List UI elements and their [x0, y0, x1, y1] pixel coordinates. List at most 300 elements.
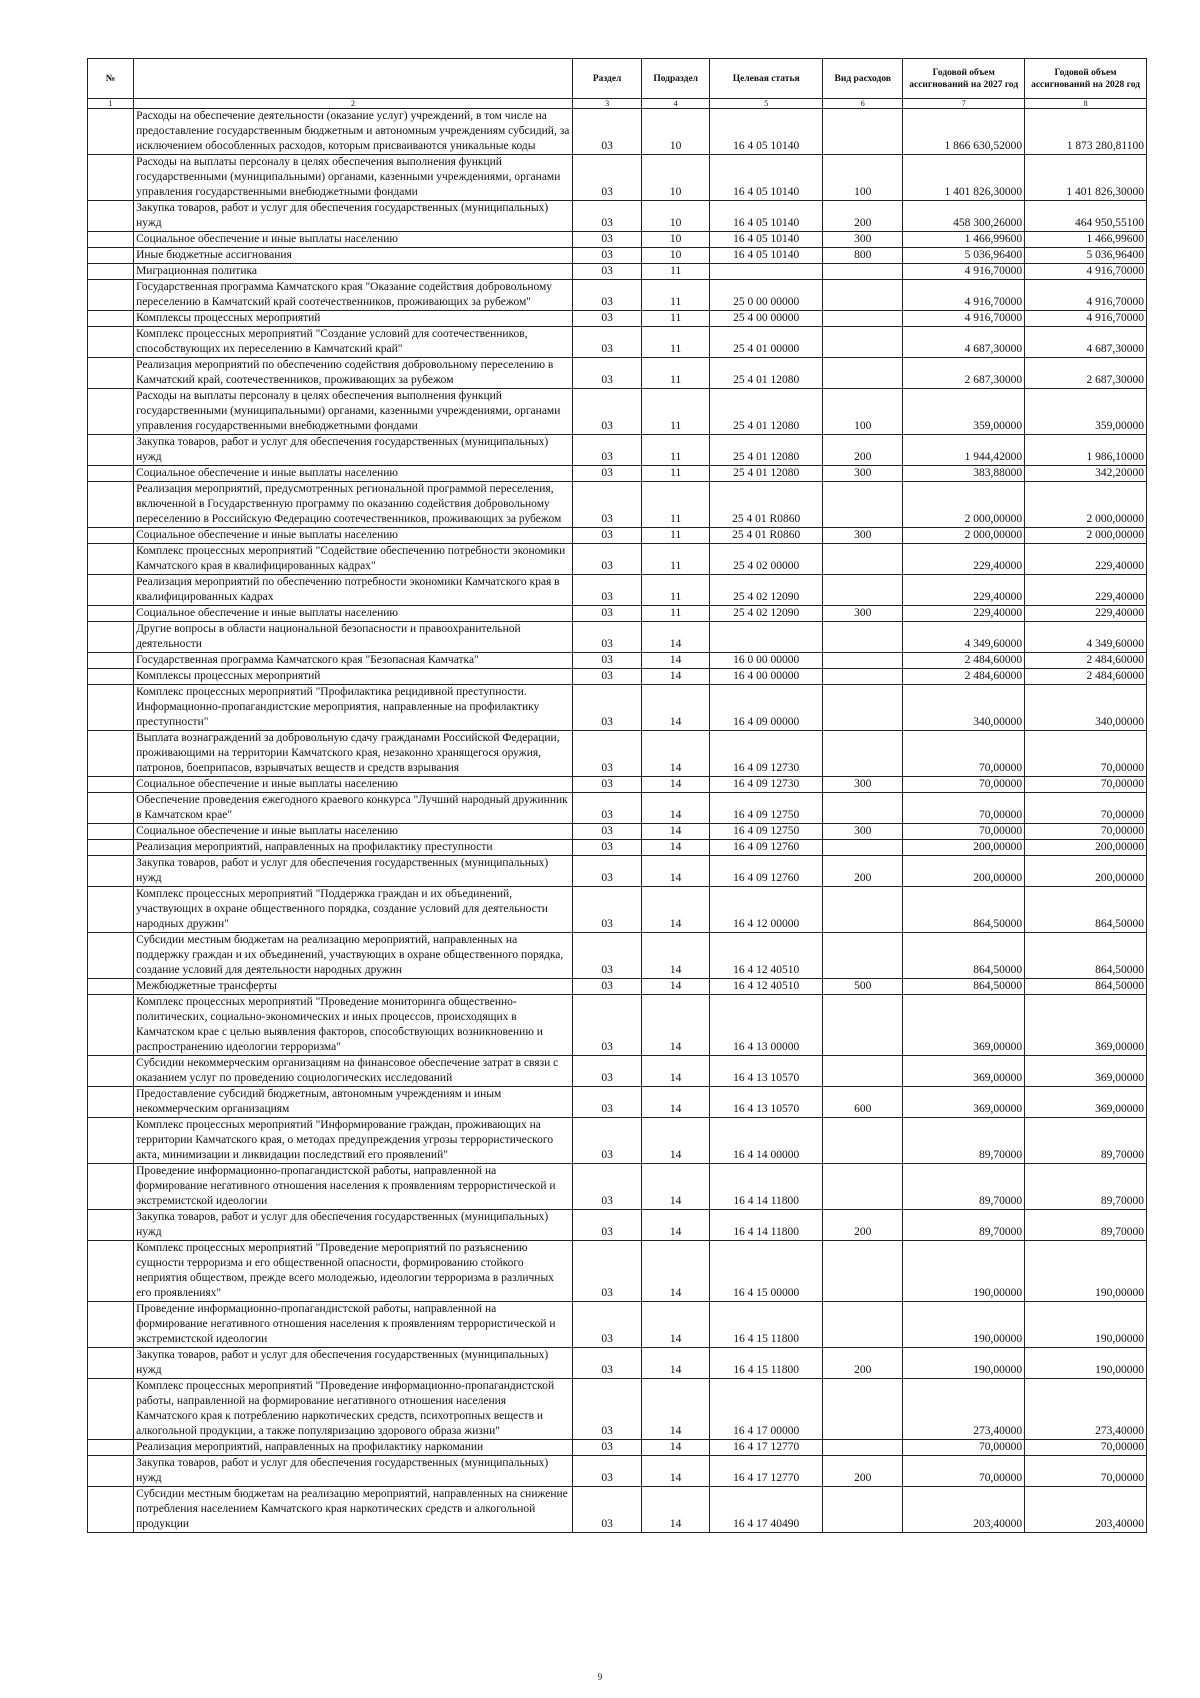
- row-number-cell: [88, 669, 134, 685]
- header-target-article: Целевая статья: [710, 59, 823, 99]
- table-row: [88, 1302, 1147, 1348]
- amount-2028-cell: 342,20000: [1025, 466, 1147, 482]
- row-number-cell: [88, 731, 134, 777]
- table-row: [88, 1487, 1147, 1533]
- expense-type-cell: [823, 1241, 903, 1302]
- expense-type-cell: 200: [823, 435, 903, 466]
- razdel-cell: 03: [573, 1164, 642, 1210]
- row-number-cell: [88, 1487, 134, 1533]
- razdel-cell: 03: [573, 1302, 642, 1348]
- amount-2027-cell: 229,40000: [903, 575, 1025, 606]
- amount-2027-cell: 340,00000: [903, 685, 1025, 731]
- row-number-cell: [88, 1302, 134, 1348]
- column-number: 4: [642, 99, 710, 109]
- razdel-cell: 03: [573, 622, 642, 653]
- amount-2027-cell: 203,40000: [903, 1487, 1025, 1533]
- target-article-cell: 16 4 05 10140: [710, 248, 823, 264]
- item-name-cell: Обеспечение проведения ежегодного краевого конкурса "Лучший народный дружинник в Камчатском крае": [134, 793, 573, 824]
- row-number-cell: [88, 311, 134, 327]
- row-number-cell: [88, 389, 134, 435]
- podrazdel-cell: 11: [642, 606, 710, 622]
- column-number-row: [88, 99, 1147, 109]
- amount-2028-cell: 203,40000: [1025, 1487, 1147, 1533]
- amount-2028-cell: 89,70000: [1025, 1210, 1147, 1241]
- expense-type-cell: [823, 280, 903, 311]
- item-name-cell: Проведение информационно-пропагандистской работы, направленной на формирование негативного отношения населения к проявлениям террористической и экстремистской идеологии: [134, 1164, 573, 1210]
- row-number-cell: [88, 435, 134, 466]
- table-row: [88, 1118, 1147, 1164]
- item-name-cell: Реализация мероприятий, направленных на профилактику наркомании: [134, 1440, 573, 1456]
- razdel-cell: 03: [573, 824, 642, 840]
- amount-2028-cell: 1 401 826,30000: [1025, 155, 1147, 201]
- amount-2027-cell: 190,00000: [903, 1302, 1025, 1348]
- item-name-cell: Субсидии некоммерческим организациям на финансовое обеспечение затрат в связи с оказанием услуг по проведению социологических исследований: [134, 1056, 573, 1087]
- amount-2028-cell: 864,50000: [1025, 887, 1147, 933]
- row-number-cell: [88, 995, 134, 1056]
- amount-2027-cell: 70,00000: [903, 1440, 1025, 1456]
- row-number-cell: [88, 358, 134, 389]
- expense-type-cell: 300: [823, 777, 903, 793]
- expense-type-cell: 500: [823, 979, 903, 995]
- expense-type-cell: 200: [823, 201, 903, 232]
- row-number-cell: [88, 824, 134, 840]
- razdel-cell: 03: [573, 389, 642, 435]
- podrazdel-cell: 14: [642, 887, 710, 933]
- target-article-cell: 16 4 15 11800: [710, 1302, 823, 1348]
- row-number-cell: [88, 1456, 134, 1487]
- razdel-cell: 03: [573, 777, 642, 793]
- amount-2028-cell: 369,00000: [1025, 1056, 1147, 1087]
- expense-type-cell: [823, 1118, 903, 1164]
- amount-2028-cell: 200,00000: [1025, 856, 1147, 887]
- expense-type-cell: 200: [823, 856, 903, 887]
- expense-type-cell: [823, 575, 903, 606]
- amount-2027-cell: 200,00000: [903, 856, 1025, 887]
- amount-2028-cell: 4 916,70000: [1025, 280, 1147, 311]
- amount-2027-cell: 1 466,99600: [903, 232, 1025, 248]
- row-number-cell: [88, 1440, 134, 1456]
- amount-2028-cell: 70,00000: [1025, 793, 1147, 824]
- razdel-cell: 03: [573, 1487, 642, 1533]
- appropriations-table: [87, 58, 1147, 1533]
- expense-type-cell: [823, 1056, 903, 1087]
- row-number-cell: [88, 979, 134, 995]
- podrazdel-cell: 14: [642, 1456, 710, 1487]
- amount-2028-cell: 229,40000: [1025, 575, 1147, 606]
- amount-2028-cell: 2 000,00000: [1025, 482, 1147, 528]
- expense-type-cell: [823, 995, 903, 1056]
- podrazdel-cell: 14: [642, 840, 710, 856]
- podrazdel-cell: 10: [642, 109, 710, 155]
- column-number: 5: [710, 99, 823, 109]
- razdel-cell: 03: [573, 685, 642, 731]
- amount-2028-cell: 273,40000: [1025, 1379, 1147, 1440]
- row-number-cell: [88, 1379, 134, 1440]
- table-row: [88, 466, 1147, 482]
- row-number-cell: [88, 1348, 134, 1379]
- amount-2027-cell: 70,00000: [903, 731, 1025, 777]
- target-article-cell: 16 4 05 10140: [710, 109, 823, 155]
- row-number-cell: [88, 777, 134, 793]
- razdel-cell: 03: [573, 544, 642, 575]
- amount-2028-cell: 1 466,99600: [1025, 232, 1147, 248]
- budget-sheet: [87, 58, 1147, 1533]
- header-razdel: Раздел: [573, 59, 642, 99]
- table-row: [88, 856, 1147, 887]
- amount-2028-cell: 200,00000: [1025, 840, 1147, 856]
- table-row: [88, 109, 1147, 155]
- expense-type-cell: [823, 669, 903, 685]
- table-row: [88, 575, 1147, 606]
- amount-2027-cell: 864,50000: [903, 933, 1025, 979]
- podrazdel-cell: 14: [642, 979, 710, 995]
- podrazdel-cell: 14: [642, 1056, 710, 1087]
- razdel-cell: 03: [573, 856, 642, 887]
- amount-2028-cell: 190,00000: [1025, 1302, 1147, 1348]
- razdel-cell: 03: [573, 793, 642, 824]
- header-expense-type: Вид расходов: [823, 59, 903, 99]
- expense-type-cell: [823, 1379, 903, 1440]
- target-article-cell: 16 4 14 00000: [710, 1118, 823, 1164]
- razdel-cell: 03: [573, 575, 642, 606]
- amount-2028-cell: 190,00000: [1025, 1348, 1147, 1379]
- table-row: [88, 1164, 1147, 1210]
- amount-2028-cell: 1 986,10000: [1025, 435, 1147, 466]
- row-number-cell: [88, 933, 134, 979]
- table-row: [88, 777, 1147, 793]
- table-row: [88, 840, 1147, 856]
- razdel-cell: 03: [573, 466, 642, 482]
- item-name-cell: Социальное обеспечение и иные выплаты населению: [134, 824, 573, 840]
- table-row: [88, 1348, 1147, 1379]
- amount-2028-cell: 4 916,70000: [1025, 311, 1147, 327]
- podrazdel-cell: 11: [642, 435, 710, 466]
- row-number-cell: [88, 528, 134, 544]
- target-article-cell: 16 4 12 40510: [710, 979, 823, 995]
- amount-2027-cell: 2 687,30000: [903, 358, 1025, 389]
- razdel-cell: 03: [573, 995, 642, 1056]
- table-row: [88, 482, 1147, 528]
- amount-2028-cell: 70,00000: [1025, 1440, 1147, 1456]
- target-article-cell: 16 4 15 11800: [710, 1348, 823, 1379]
- expense-type-cell: [823, 653, 903, 669]
- item-name-cell: Закупка товаров, работ и услуг для обеспечения государственных (муниципальных) нужд: [134, 856, 573, 887]
- table-row: [88, 1379, 1147, 1440]
- podrazdel-cell: 11: [642, 389, 710, 435]
- podrazdel-cell: 14: [642, 1164, 710, 1210]
- expense-type-cell: [823, 482, 903, 528]
- podrazdel-cell: 14: [642, 793, 710, 824]
- razdel-cell: 03: [573, 201, 642, 232]
- target-article-cell: 16 4 09 12730: [710, 777, 823, 793]
- amount-2027-cell: 4 916,70000: [903, 264, 1025, 280]
- table-row: [88, 155, 1147, 201]
- amount-2028-cell: 229,40000: [1025, 606, 1147, 622]
- amount-2028-cell: 359,00000: [1025, 389, 1147, 435]
- column-number: 8: [1025, 99, 1147, 109]
- item-name-cell: Комплексы процессных мероприятий: [134, 669, 573, 685]
- amount-2027-cell: 190,00000: [903, 1348, 1025, 1379]
- expense-type-cell: 100: [823, 389, 903, 435]
- expense-type-cell: 300: [823, 466, 903, 482]
- target-article-cell: 16 4 13 00000: [710, 995, 823, 1056]
- podrazdel-cell: 11: [642, 575, 710, 606]
- row-number-cell: [88, 653, 134, 669]
- amount-2027-cell: 70,00000: [903, 1456, 1025, 1487]
- razdel-cell: 03: [573, 979, 642, 995]
- amount-2027-cell: 89,70000: [903, 1118, 1025, 1164]
- amount-2027-cell: 2 484,60000: [903, 669, 1025, 685]
- expense-type-cell: [823, 887, 903, 933]
- table-row: [88, 311, 1147, 327]
- item-name-cell: Закупка товаров, работ и услуг для обеспечения государственных (муниципальных) нужд: [134, 201, 573, 232]
- item-name-cell: Комплекс процессных мероприятий "Профилактика рецидивной преступности. Информационно-пропагандистские мероприятия, направленные на профилактику преступности": [134, 685, 573, 731]
- expense-type-cell: 300: [823, 606, 903, 622]
- target-article-cell: 16 4 05 10140: [710, 232, 823, 248]
- table-row: [88, 793, 1147, 824]
- item-name-cell: Комплекс процессных мероприятий "Проведение мероприятий по разъяснению сущности терроризма и его общественной опасности, формированию стойкого неприятия обществом, прежде всего молодежью, идеологии терроризма в различных его проявлениях": [134, 1241, 573, 1302]
- amount-2028-cell: 70,00000: [1025, 731, 1147, 777]
- podrazdel-cell: 14: [642, 933, 710, 979]
- podrazdel-cell: 11: [642, 544, 710, 575]
- amount-2028-cell: 5 036,96400: [1025, 248, 1147, 264]
- razdel-cell: 03: [573, 606, 642, 622]
- header-podrazdel: Подраздел: [642, 59, 710, 99]
- amount-2027-cell: 864,50000: [903, 887, 1025, 933]
- table-row: [88, 1241, 1147, 1302]
- target-article-cell: [710, 264, 823, 280]
- table-row: [88, 435, 1147, 466]
- row-number-cell: [88, 544, 134, 575]
- podrazdel-cell: 11: [642, 280, 710, 311]
- table-row: [88, 606, 1147, 622]
- target-article-cell: 25 4 01 12080: [710, 389, 823, 435]
- amount-2027-cell: 2 000,00000: [903, 482, 1025, 528]
- expense-type-cell: [823, 731, 903, 777]
- table-row: [88, 358, 1147, 389]
- expense-type-cell: 100: [823, 155, 903, 201]
- target-article-cell: 16 4 17 12770: [710, 1456, 823, 1487]
- item-name-cell: Комплекс процессных мероприятий "Поддержка граждан и их объединений, участвующих в охране общественного порядка, создание условий для деятельности народных дружин": [134, 887, 573, 933]
- expense-type-cell: [823, 840, 903, 856]
- item-name-cell: Социальное обеспечение и иные выплаты населению: [134, 777, 573, 793]
- amount-2027-cell: 229,40000: [903, 544, 1025, 575]
- item-name-cell: Расходы на обеспечение деятельности (оказание услуг) учреждений, в том числе на предоставление государственным бюджетным и автономным учреждениям субсидий, за исключением обособленных расходов, которым присваиваются уникальные коды: [134, 109, 573, 155]
- item-name-cell: Реализация мероприятий, предусмотренных региональной программой переселения, включенной в Государственную программу по оказанию содействия добровольному переселению в Российскую Федерацию соотечественников, проживающих за рубежом: [134, 482, 573, 528]
- amount-2027-cell: 359,00000: [903, 389, 1025, 435]
- razdel-cell: 03: [573, 1379, 642, 1440]
- item-name-cell: Закупка товаров, работ и услуг для обеспечения государственных (муниципальных) нужд: [134, 1456, 573, 1487]
- row-number-cell: [88, 1241, 134, 1302]
- row-number-cell: [88, 887, 134, 933]
- item-name-cell: Межбюджетные трансферты: [134, 979, 573, 995]
- amount-2027-cell: 273,40000: [903, 1379, 1025, 1440]
- expense-type-cell: 200: [823, 1348, 903, 1379]
- amount-2027-cell: 1 944,42000: [903, 435, 1025, 466]
- row-number-cell: [88, 1164, 134, 1210]
- expense-type-cell: 800: [823, 248, 903, 264]
- table-row: [88, 979, 1147, 995]
- amount-2027-cell: 864,50000: [903, 979, 1025, 995]
- row-number-cell: [88, 793, 134, 824]
- row-number-cell: [88, 606, 134, 622]
- amount-2027-cell: 190,00000: [903, 1241, 1025, 1302]
- table-row: [88, 528, 1147, 544]
- podrazdel-cell: 14: [642, 824, 710, 840]
- amount-2027-cell: 89,70000: [903, 1210, 1025, 1241]
- column-number: 3: [573, 99, 642, 109]
- expense-type-cell: 300: [823, 528, 903, 544]
- target-article-cell: 25 4 02 12090: [710, 606, 823, 622]
- podrazdel-cell: 14: [642, 856, 710, 887]
- razdel-cell: 03: [573, 311, 642, 327]
- amount-2028-cell: 190,00000: [1025, 1241, 1147, 1302]
- row-number-cell: [88, 1210, 134, 1241]
- podrazdel-cell: 11: [642, 466, 710, 482]
- target-article-cell: 16 4 00 00000: [710, 669, 823, 685]
- table-row: [88, 232, 1147, 248]
- podrazdel-cell: 14: [642, 1348, 710, 1379]
- podrazdel-cell: 14: [642, 1118, 710, 1164]
- row-number-cell: [88, 155, 134, 201]
- expense-type-cell: [823, 1440, 903, 1456]
- amount-2027-cell: 4 687,30000: [903, 327, 1025, 358]
- podrazdel-cell: 11: [642, 482, 710, 528]
- expense-type-cell: [823, 793, 903, 824]
- target-article-cell: [710, 622, 823, 653]
- item-name-cell: Комплекс процессных мероприятий "Создание условий для соотечественников, способствующих их переселению в Камчатский край": [134, 327, 573, 358]
- expense-type-cell: 600: [823, 1087, 903, 1118]
- item-name-cell: Предоставление субсидий бюджетным, автономным учреждениям и иным некоммерческим организациям: [134, 1087, 573, 1118]
- expense-type-cell: [823, 327, 903, 358]
- amount-2027-cell: 383,88000: [903, 466, 1025, 482]
- amount-2028-cell: 369,00000: [1025, 995, 1147, 1056]
- target-article-cell: 16 4 09 12760: [710, 840, 823, 856]
- amount-2028-cell: 2 000,00000: [1025, 528, 1147, 544]
- podrazdel-cell: 14: [642, 1210, 710, 1241]
- page-number: 9: [597, 1672, 603, 1682]
- razdel-cell: 03: [573, 155, 642, 201]
- amount-2027-cell: 458 300,26000: [903, 201, 1025, 232]
- amount-2027-cell: 4 916,70000: [903, 280, 1025, 311]
- item-name-cell: Закупка товаров, работ и услуг для обеспечения государственных (муниципальных) нужд: [134, 1210, 573, 1241]
- razdel-cell: 03: [573, 232, 642, 248]
- row-number-cell: [88, 685, 134, 731]
- razdel-cell: 03: [573, 1118, 642, 1164]
- target-article-cell: 25 4 02 12090: [710, 575, 823, 606]
- table-row: [88, 669, 1147, 685]
- expense-type-cell: 200: [823, 1210, 903, 1241]
- item-name-cell: Государственная программа Камчатского края "Безопасная Камчатка": [134, 653, 573, 669]
- amount-2028-cell: 89,70000: [1025, 1164, 1147, 1210]
- row-number-cell: [88, 482, 134, 528]
- expense-type-cell: [823, 264, 903, 280]
- razdel-cell: 03: [573, 264, 642, 280]
- column-number: 6: [823, 99, 903, 109]
- table-row: [88, 622, 1147, 653]
- row-number-cell: [88, 280, 134, 311]
- expense-type-cell: [823, 311, 903, 327]
- amount-2028-cell: 4 349,60000: [1025, 622, 1147, 653]
- razdel-cell: 03: [573, 669, 642, 685]
- item-name-cell: Комплекс процессных мероприятий "Проведение информационно-пропагандистской работы, направленной на формирование негативного отношения населения Камчатского края к потреблению наркотических средств, психотропных веществ и алкогольной продукции, а также популяризацию здорового образа жизни": [134, 1379, 573, 1440]
- amount-2027-cell: 2 484,60000: [903, 653, 1025, 669]
- item-name-cell: Закупка товаров, работ и услуг для обеспечения государственных (муниципальных) нужд: [134, 435, 573, 466]
- podrazdel-cell: 11: [642, 327, 710, 358]
- target-article-cell: 25 4 01 R0860: [710, 482, 823, 528]
- row-number-cell: [88, 1056, 134, 1087]
- razdel-cell: 03: [573, 528, 642, 544]
- item-name-cell: Государственная программа Камчатского края "Оказание содействия добровольному переселению в Камчатский край соотечественников, проживающих за рубежом": [134, 280, 573, 311]
- target-article-cell: 25 4 00 00000: [710, 311, 823, 327]
- item-name-cell: Субсидии местным бюджетам на реализацию мероприятий, направленных на поддержку граждан и их объединений, участвующих в охране общественного порядка, создание условий для деятельности народных дружин: [134, 933, 573, 979]
- table-row: [88, 544, 1147, 575]
- target-article-cell: 25 0 00 00000: [710, 280, 823, 311]
- podrazdel-cell: 11: [642, 358, 710, 389]
- amount-2027-cell: 369,00000: [903, 1056, 1025, 1087]
- razdel-cell: 03: [573, 1210, 642, 1241]
- expense-type-cell: [823, 1487, 903, 1533]
- table-row: [88, 1456, 1147, 1487]
- expense-type-cell: [823, 358, 903, 389]
- table-row: [88, 1087, 1147, 1118]
- amount-2027-cell: 369,00000: [903, 995, 1025, 1056]
- razdel-cell: 03: [573, 1348, 642, 1379]
- item-name-cell: Миграционная политика: [134, 264, 573, 280]
- table-row: [88, 389, 1147, 435]
- row-number-cell: [88, 264, 134, 280]
- razdel-cell: 03: [573, 280, 642, 311]
- item-name-cell: Социальное обеспечение и иные выплаты населению: [134, 232, 573, 248]
- amount-2027-cell: 89,70000: [903, 1164, 1025, 1210]
- table-row: [88, 731, 1147, 777]
- item-name-cell: Проведение информационно-пропагандистской работы, направленной на формирование негативного отношения населения к проявлениям террористической и экстремистской идеологии: [134, 1302, 573, 1348]
- table-row: [88, 933, 1147, 979]
- target-article-cell: 16 4 14 11800: [710, 1210, 823, 1241]
- item-name-cell: Иные бюджетные ассигнования: [134, 248, 573, 264]
- target-article-cell: 16 4 14 11800: [710, 1164, 823, 1210]
- podrazdel-cell: 14: [642, 653, 710, 669]
- target-article-cell: 16 4 17 00000: [710, 1379, 823, 1440]
- razdel-cell: 03: [573, 248, 642, 264]
- row-number-cell: [88, 856, 134, 887]
- item-name-cell: Комплексы процессных мероприятий: [134, 311, 573, 327]
- razdel-cell: 03: [573, 653, 642, 669]
- row-number-cell: [88, 575, 134, 606]
- amount-2028-cell: 2 484,60000: [1025, 669, 1147, 685]
- amount-2028-cell: 340,00000: [1025, 685, 1147, 731]
- podrazdel-cell: 11: [642, 311, 710, 327]
- target-article-cell: 16 4 09 12750: [710, 793, 823, 824]
- razdel-cell: 03: [573, 1087, 642, 1118]
- amount-2028-cell: 369,00000: [1025, 1087, 1147, 1118]
- amount-2028-cell: 229,40000: [1025, 544, 1147, 575]
- podrazdel-cell: 14: [642, 1379, 710, 1440]
- amount-2027-cell: 2 000,00000: [903, 528, 1025, 544]
- amount-2027-cell: 70,00000: [903, 793, 1025, 824]
- amount-2028-cell: 70,00000: [1025, 824, 1147, 840]
- podrazdel-cell: 14: [642, 685, 710, 731]
- target-article-cell: 25 4 01 00000: [710, 327, 823, 358]
- razdel-cell: 03: [573, 887, 642, 933]
- podrazdel-cell: 10: [642, 232, 710, 248]
- target-article-cell: 16 4 17 40490: [710, 1487, 823, 1533]
- item-name-cell: Комплекс процессных мероприятий "Информирование граждан, проживающих на территории Камчатского края, о методах предупреждения угрозы террористического акта, минимизации и ликвидации последствий его проявлений": [134, 1118, 573, 1164]
- amount-2028-cell: 70,00000: [1025, 1456, 1147, 1487]
- header-num: №: [88, 59, 134, 99]
- row-number-cell: [88, 1087, 134, 1118]
- item-name-cell: Социальное обеспечение и иные выплаты населению: [134, 606, 573, 622]
